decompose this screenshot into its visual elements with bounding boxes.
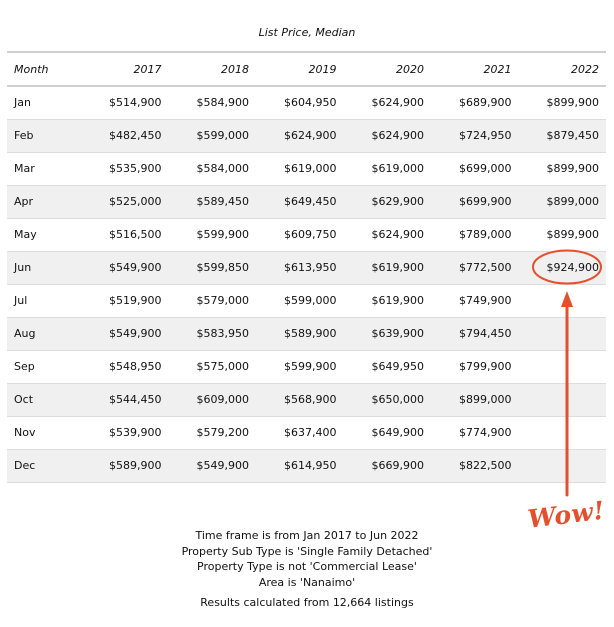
- price-cell: $899,900: [546, 162, 599, 175]
- price-cell: $724,950: [459, 129, 512, 142]
- table-row: [7, 152, 606, 185]
- month-cell: May: [14, 228, 37, 241]
- price-cell: $516,500: [109, 228, 162, 241]
- price-cell: $619,900: [371, 294, 424, 307]
- filter-line: Property Sub Type is 'Single Family Detached': [181, 544, 433, 558]
- price-cell: $629,900: [371, 195, 424, 208]
- month-cell: Nov: [14, 426, 36, 439]
- price-table: [7, 51, 606, 483]
- price-cell: $899,000: [546, 195, 599, 208]
- price-cell: $649,950: [371, 360, 424, 373]
- table-row: [7, 449, 606, 482]
- price-cell: $650,000: [371, 393, 424, 406]
- month-cell: Apr: [14, 195, 34, 208]
- table-row: [7, 350, 606, 383]
- price-cell: $568,900: [284, 393, 337, 406]
- month-cell: Jun: [14, 261, 32, 274]
- price-cell: $649,900: [371, 426, 424, 439]
- filter-line: Area is 'Nanaimo': [258, 575, 356, 589]
- price-cell: $514,900: [109, 96, 162, 110]
- table-row: [7, 416, 606, 449]
- table-row: [7, 383, 606, 416]
- price-cell: $669,900: [371, 459, 424, 472]
- wow-annotation: Wow!: [526, 495, 607, 534]
- price-cell: $535,900: [109, 162, 162, 175]
- price-cell: $599,900: [284, 360, 337, 373]
- price-cell: $539,900: [109, 426, 162, 439]
- price-cell: $624,900: [371, 228, 424, 241]
- price-cell: $899,000: [459, 393, 512, 406]
- header-year: 2018: [221, 62, 249, 76]
- price-cell: $699,900: [459, 195, 512, 208]
- price-cell: $519,900: [109, 294, 162, 307]
- header-year: 2022: [571, 62, 599, 76]
- price-cell: $549,900: [109, 327, 162, 340]
- price-cell: [519, 416, 607, 449]
- price-cell: [519, 284, 607, 317]
- results-count: Results calculated from 12,664 listings: [200, 596, 414, 609]
- filter-summary: [0, 528, 614, 611]
- table-row: [7, 251, 606, 284]
- price-cell: $584,000: [196, 162, 249, 175]
- table-row: [7, 119, 606, 152]
- price-cell: $549,900: [109, 261, 162, 274]
- price-cell: $637,400: [284, 426, 337, 439]
- price-cell: $799,900: [459, 360, 512, 373]
- filter-line: Property Type is not 'Commercial Lease': [197, 560, 417, 573]
- price-cell: $589,900: [284, 327, 337, 340]
- table-row: [7, 284, 606, 317]
- table-caption: List Price, Median: [258, 26, 356, 39]
- price-cell: $609,750: [284, 228, 337, 241]
- price-cell: $624,900: [284, 129, 337, 142]
- price-cell: $599,900: [196, 228, 249, 241]
- price-cell: $525,000: [109, 195, 162, 208]
- price-cell: $544,450: [109, 393, 162, 406]
- price-cell: $639,900: [371, 327, 424, 340]
- price-cell: $619,000: [371, 162, 424, 175]
- price-cell: $599,850: [196, 261, 249, 274]
- price-cell: $482,450: [109, 129, 162, 142]
- price-cell: $789,000: [459, 228, 512, 241]
- price-cell: $584,900: [196, 96, 249, 110]
- price-cell: $899,900: [546, 228, 599, 241]
- table-row: [7, 317, 606, 350]
- table-row: [7, 185, 606, 218]
- month-cell: Oct: [14, 393, 34, 406]
- price-cell: $649,450: [284, 195, 337, 208]
- header-row: [7, 52, 606, 86]
- price-cell: $822,500: [459, 459, 512, 472]
- price-cell: [519, 383, 607, 416]
- month-cell: Sep: [14, 360, 35, 373]
- month-cell: Jul: [14, 294, 28, 307]
- price-cell: $583,950: [196, 327, 249, 340]
- price-cell: $619,900: [371, 261, 424, 274]
- month-cell: Mar: [14, 162, 35, 175]
- month-cell: Jan: [14, 96, 31, 110]
- price-cell: $624,900: [371, 129, 424, 142]
- price-cell: $575,000: [196, 360, 249, 373]
- price-cell: $599,000: [284, 294, 337, 307]
- price-cell: [519, 449, 607, 482]
- price-cell: $579,200: [196, 426, 249, 439]
- price-cell: $549,900: [196, 459, 249, 472]
- price-cell: $604,950: [284, 96, 337, 110]
- price-cell: $613,950: [284, 261, 337, 274]
- price-cell: $614,950: [284, 459, 337, 472]
- price-cell: $924,900: [546, 261, 599, 274]
- price-cell: [519, 317, 607, 350]
- price-cell: $879,450: [546, 129, 599, 142]
- price-cell: $699,000: [459, 162, 512, 175]
- table-body: [7, 86, 606, 482]
- price-cell: $689,900: [459, 96, 512, 110]
- header-year: 2019: [308, 62, 337, 76]
- price-cell: $749,900: [459, 294, 512, 307]
- filter-line: Time frame is from Jan 2017 to Jun 2022: [195, 529, 419, 542]
- table-header: [7, 52, 606, 86]
- price-cell: [519, 350, 607, 383]
- price-cell: $609,000: [196, 393, 249, 406]
- header-year: 2021: [483, 62, 512, 76]
- price-cell: $772,500: [459, 261, 512, 274]
- price-cell: $589,450: [196, 195, 249, 208]
- price-cell: $774,900: [459, 426, 512, 439]
- price-cell: $624,900: [371, 96, 424, 110]
- price-cell: $548,950: [109, 360, 162, 373]
- table-row: [7, 86, 606, 119]
- month-cell: Dec: [14, 459, 36, 472]
- price-cell: $599,000: [196, 129, 249, 142]
- price-cell: $579,000: [196, 294, 249, 307]
- month-cell: Feb: [14, 129, 34, 142]
- header-year: 2020: [396, 62, 424, 76]
- price-cell: $619,000: [284, 162, 337, 175]
- header-year: 2017: [133, 62, 162, 76]
- table-row: [7, 218, 606, 251]
- header-month: Month: [14, 62, 49, 76]
- price-cell: $589,900: [109, 459, 162, 472]
- price-cell: $794,450: [459, 327, 512, 340]
- month-cell: Aug: [14, 327, 36, 340]
- price-table-container: [7, 51, 606, 483]
- price-cell: $899,900: [546, 96, 599, 110]
